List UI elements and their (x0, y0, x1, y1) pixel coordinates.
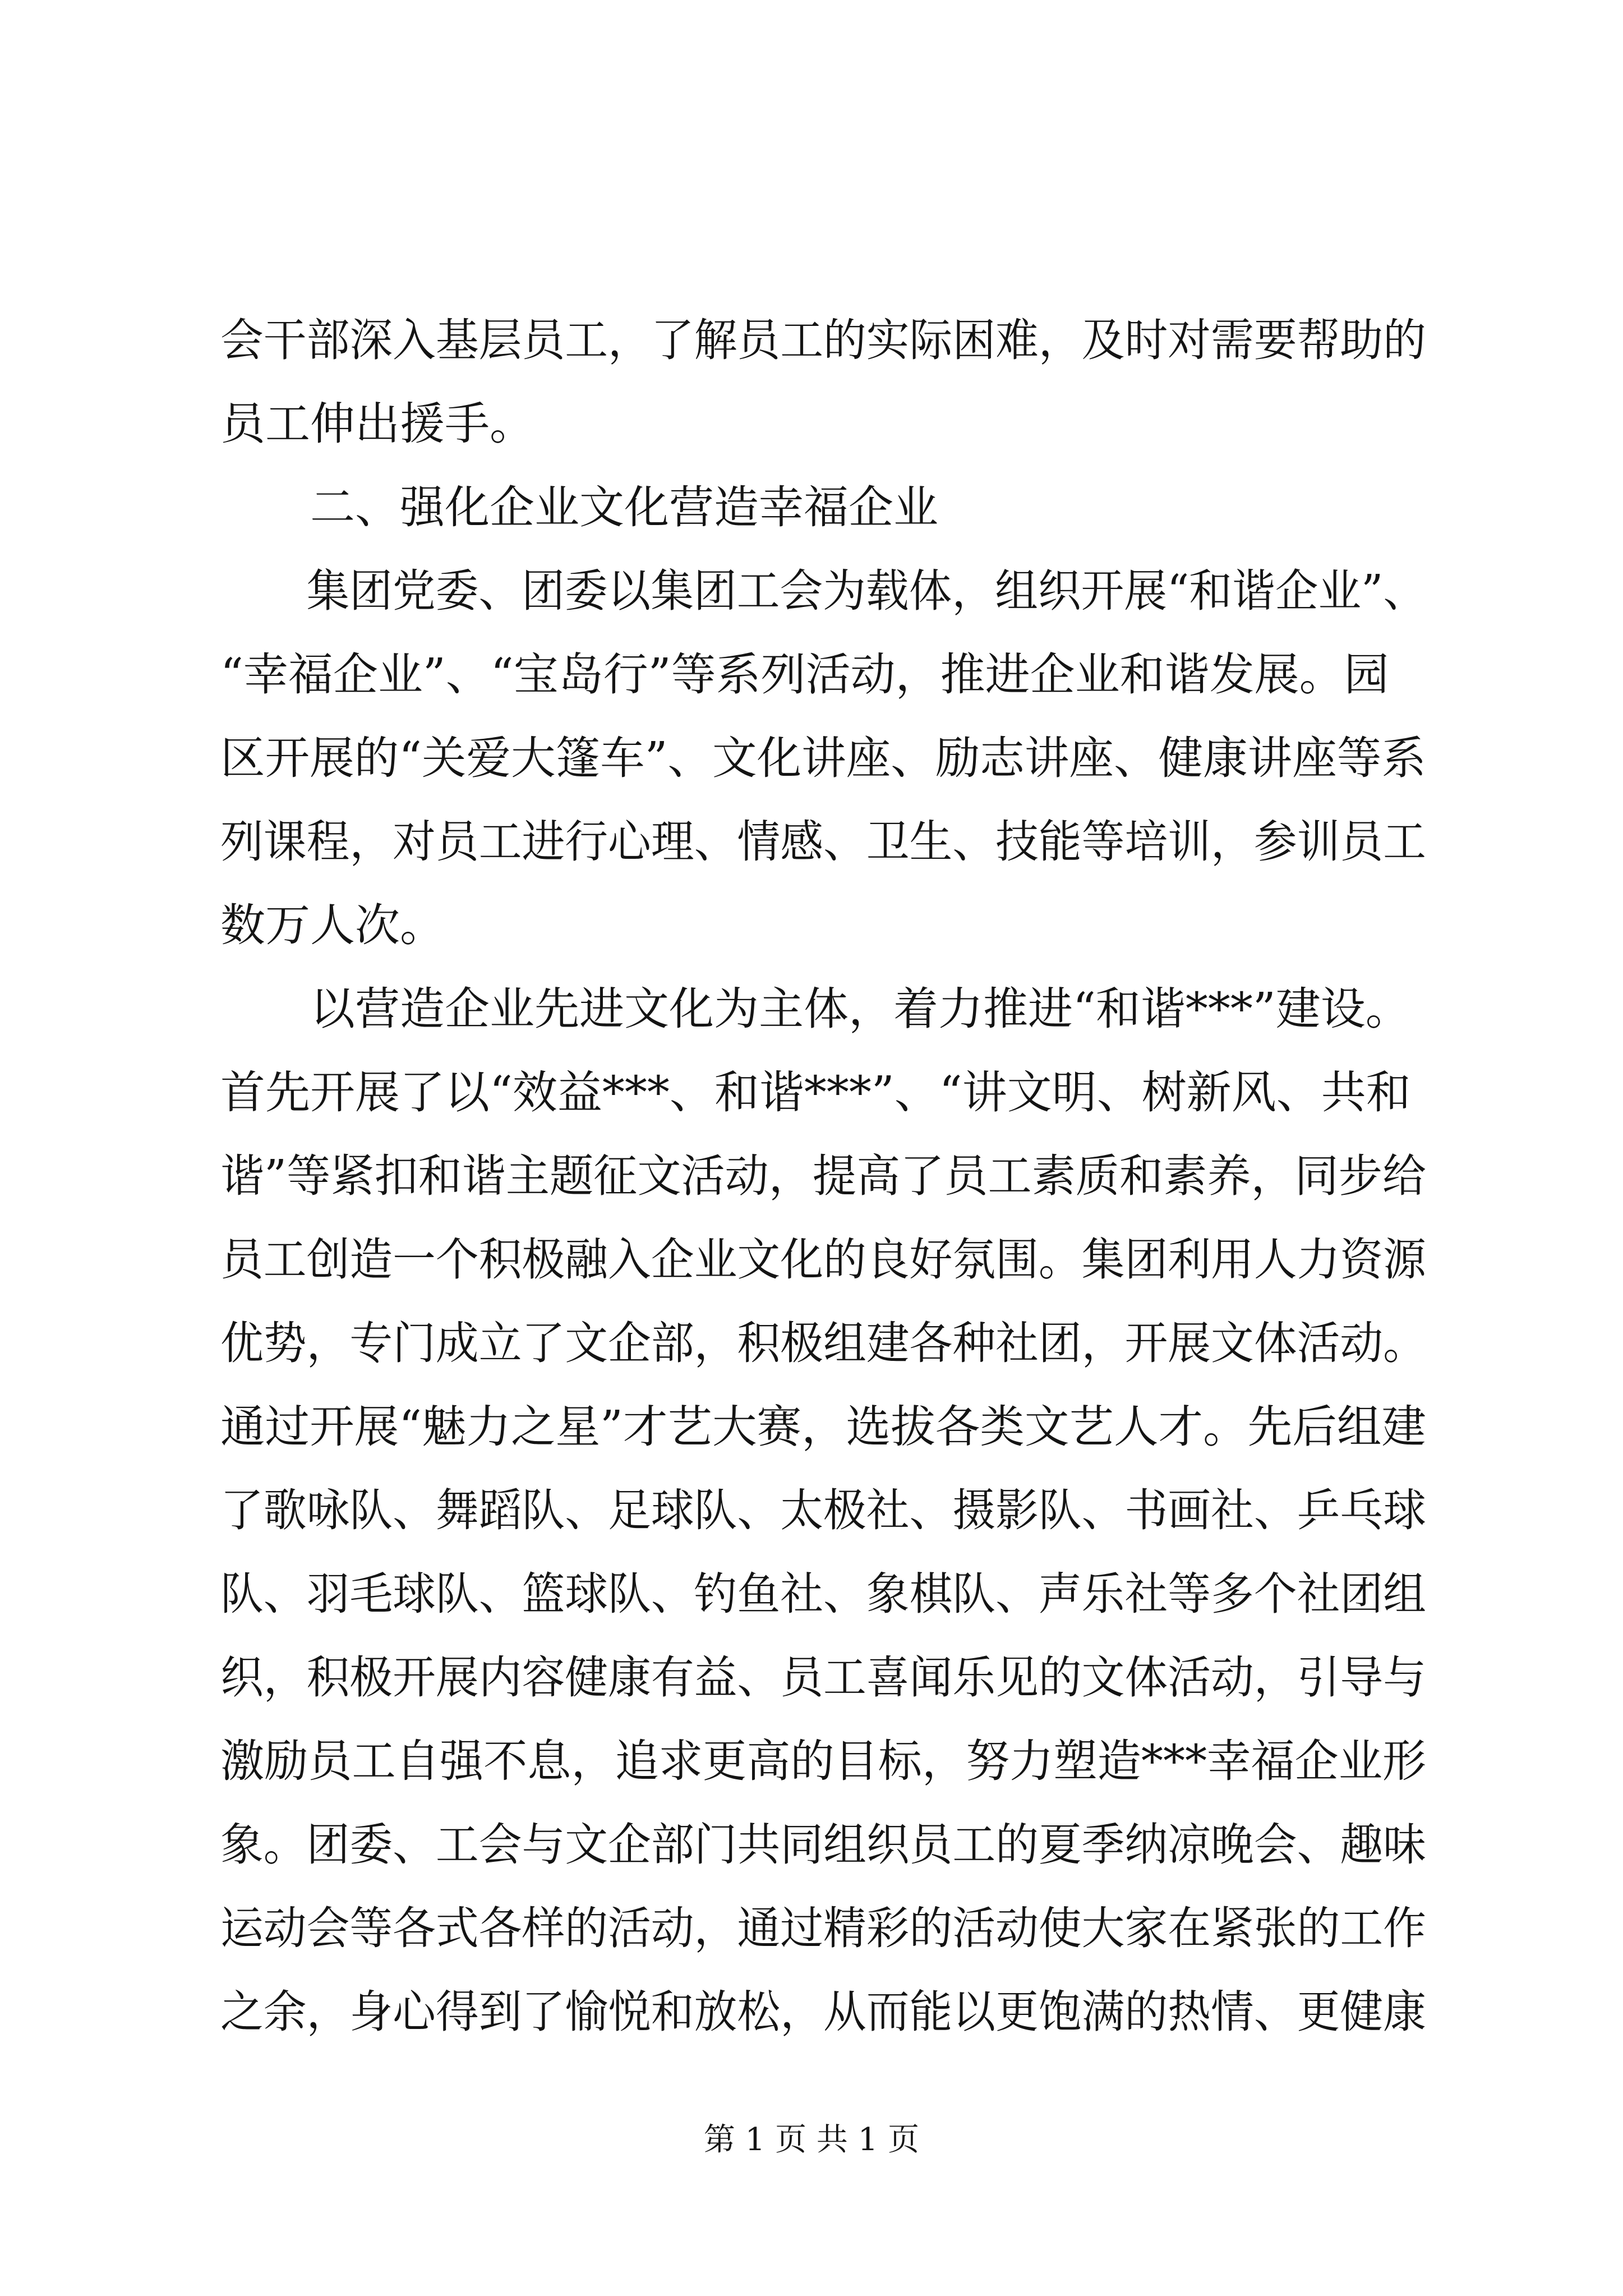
page-number-footer: 第 1 页 共 1 页 (703, 2122, 920, 2158)
body-line: 之余，身心得到了愉悦和放松，从而能以更饱满的热情、更健康 (220, 1986, 1426, 2038)
body-line: 会干部深入基层员工，了解员工的实际困难，及时对需要帮助的 (220, 314, 1426, 366)
body-line: 激励员工自强不息，追求更高的目标，努力塑造***幸福企业形 (220, 1735, 1427, 1787)
body-line: 首先开展了以“效益***、和谐***”、“讲文明、树新风、共和 (220, 1066, 1411, 1119)
body-line: 数万人次。 (220, 899, 445, 951)
body-line: 象。团委、工会与文企部门共同组织员工的夏季纳凉晚会、趣味 (220, 1819, 1426, 1871)
body-line: 以营造企业先进文化为主体，着力推进“和谐***”建设。 (310, 983, 1410, 1035)
body-line: 员工伸出援手。 (220, 398, 534, 450)
body-line: 集团党委、团委以集团工会为载体，组织开展“和谐企业”、 (306, 565, 1427, 617)
body-line: 通过开展“魅力之星”才艺大赛，选拔各类文艺人才。先后组建 (220, 1401, 1426, 1453)
document-body (220, 298, 1426, 2054)
body-line: “幸福企业”、“宝岛行”等系列活动，推进企业和谐发展。园 (220, 648, 1389, 701)
body-line: 优势，专门成立了文企部，积极组建各种社团，开展文体活动。 (220, 1317, 1426, 1369)
body-line: 织，积极开展内容健康有益、员工喜闻乐见的文体活动，引导与 (220, 1651, 1426, 1704)
body-line: 了歌咏队、舞蹈队、足球队、太极社、摄影队、书画社、乒乓球 (220, 1484, 1426, 1536)
body-line: 运动会等各式各样的活动，通过精彩的活动使大家在紧张的工作 (220, 1902, 1426, 1954)
body-line: 列课程，对员工进行心理、情感、卫生、技能等培训，参训员工 (220, 816, 1426, 868)
section-heading: 二、强化企业文化营造幸福企业 (310, 481, 938, 533)
body-line: 员工创造一个积极融入企业文化的良好氛围。集团利用人力资源 (220, 1234, 1426, 1286)
body-line: 队、羽毛球队、篮球队、钓鱼社、象棋队、声乐社等多个社团组 (220, 1568, 1426, 1620)
body-line: 谐”等紧扣和谐主题征文活动，提高了员工素质和素养，同步给 (220, 1150, 1427, 1202)
body-line: 区开展的“关爱大篷车”、文化讲座、励志讲座、健康讲座等系 (220, 732, 1426, 784)
